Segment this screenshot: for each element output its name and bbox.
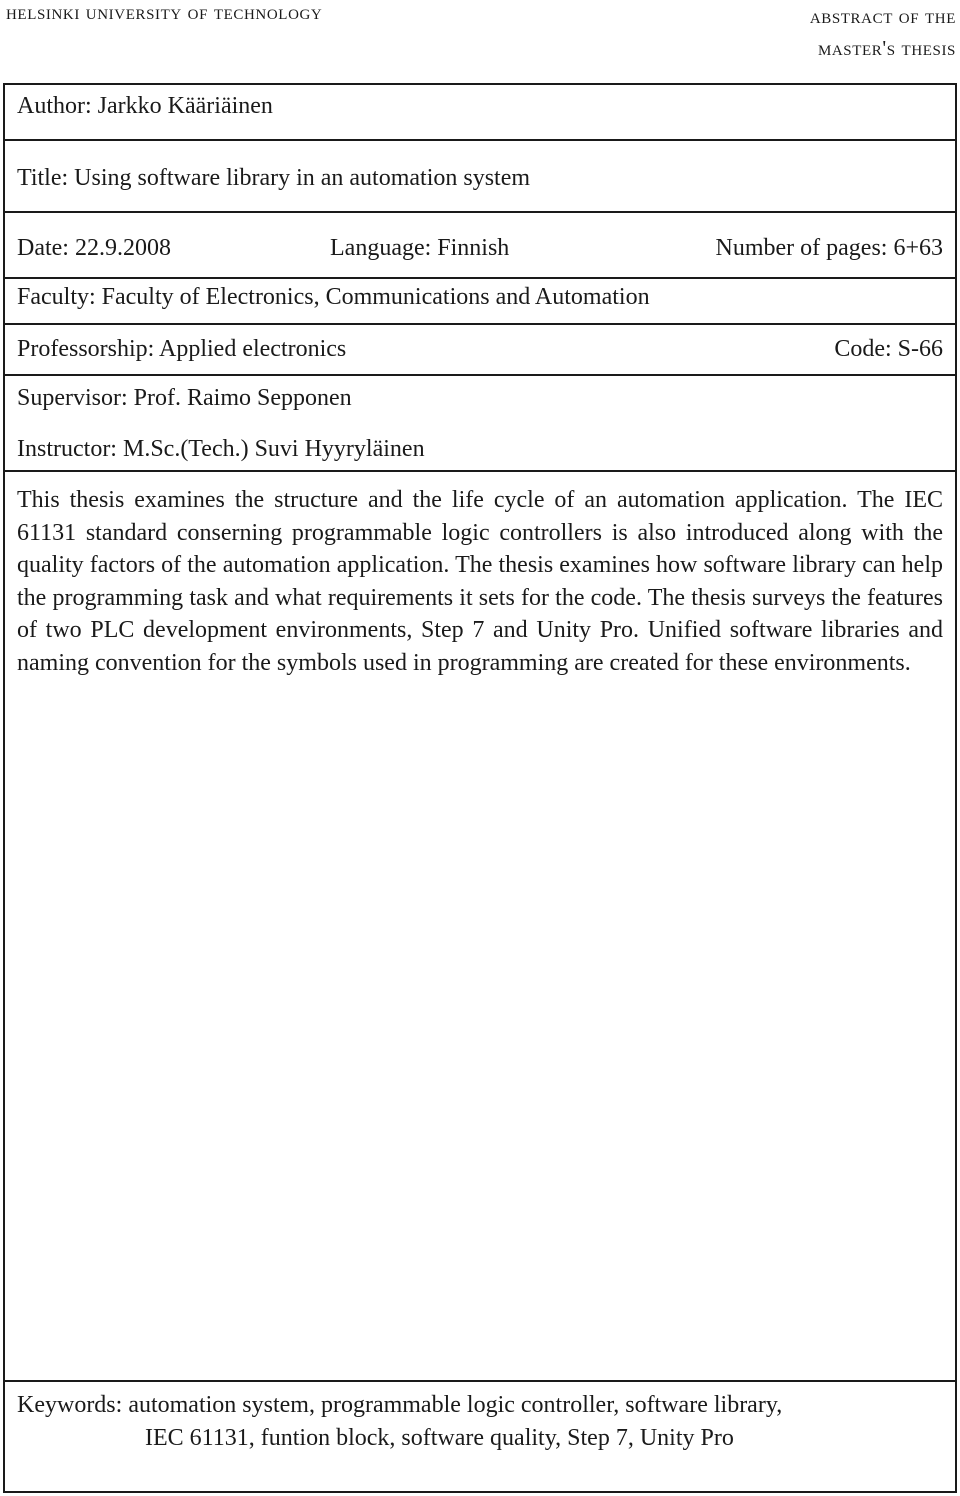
divider-after-author	[3, 139, 957, 141]
faculty-field: Faculty: Faculty of Electronics, Communications and Automation	[17, 284, 650, 310]
title-field: Title: Using software library in an automation system	[17, 165, 531, 191]
divider-after-professorship	[3, 374, 957, 376]
abstract-text: This thesis examines the structure and the life cycle of an automation application. The IEC 61131 standard conserning programmable logic controllers is also introduced along with the quality factors of the automation application. The thesis examines how software library can help the programming task and what requirements it sets for the code. The thesis surveys the features of two PLC development environments, Step 7 and Unity Pro. Unified software libraries and naming convention for the symbols used in programming are created for these environments.	[17, 487, 943, 676]
instructor-field: Instructor: M.Sc.(Tech.) Suvi Hyyryläinen	[17, 436, 425, 462]
keywords-block	[17, 1389, 943, 1454]
professorship-field: Professorship: Applied electronics	[17, 336, 347, 362]
university-name: helsinki university of technology	[6, 0, 323, 24]
document-type-line-1: abstract of the	[809, 4, 956, 28]
author-field: Author: Jarkko Kääriäinen	[17, 93, 273, 119]
divider-after-faculty	[3, 323, 957, 325]
code-field: Code: S-66	[834, 336, 943, 362]
divider-after-instructor	[3, 470, 957, 472]
keywords-line-1: Keywords: automation system, programmable logic controller, software library,	[17, 1392, 783, 1418]
divider-after-title	[3, 211, 957, 213]
document-type-line-2: master's thesis	[817, 36, 956, 60]
supervisor-field: Supervisor: Prof. Raimo Sepponen	[17, 385, 352, 411]
language-field: Language: Finnish	[330, 235, 510, 261]
pages-field: Number of pages: 6+63	[715, 235, 943, 261]
divider-after-date	[3, 277, 957, 279]
document-type	[810, 0, 956, 64]
date-field: Date: 22.9.2008	[17, 235, 171, 261]
divider-before-keywords	[3, 1380, 957, 1382]
keywords-line-2: IEC 61131, funtion block, software quality, Step 7, Unity Pro	[145, 1424, 734, 1451]
